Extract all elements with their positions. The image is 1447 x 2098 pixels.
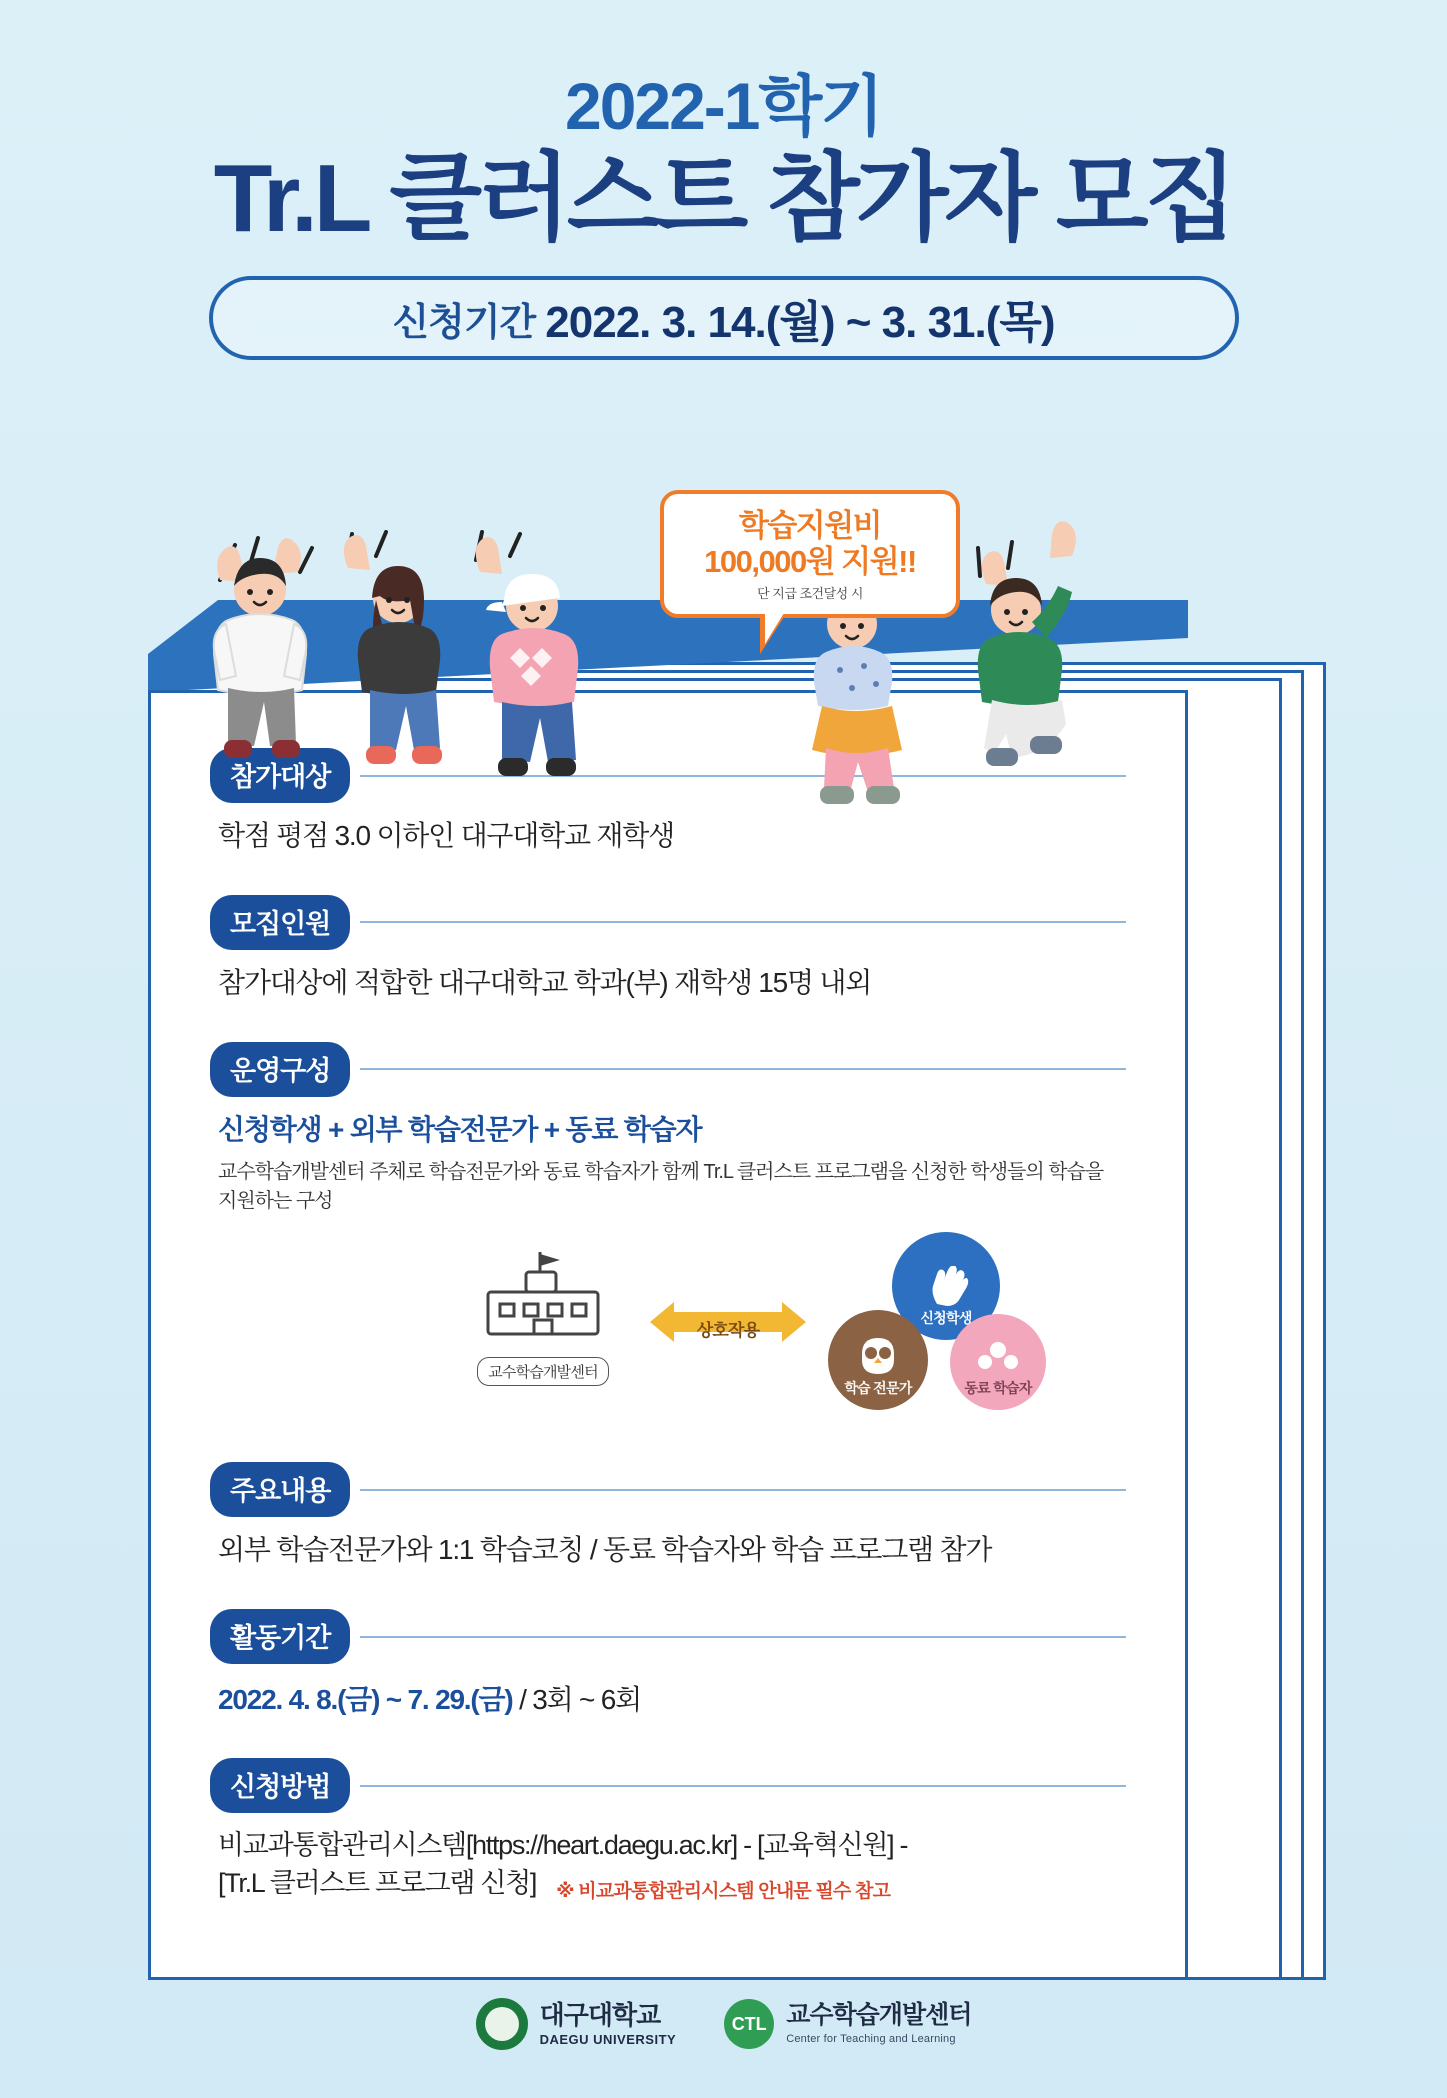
- raised-hand-icon: [923, 1266, 969, 1306]
- role-student-label: 신청학생: [920, 1310, 972, 1327]
- group-icon: [977, 1338, 1019, 1376]
- building-icon: [478, 1250, 608, 1346]
- section-divider: [360, 921, 1126, 923]
- section-target-badge: 참가대상: [210, 748, 350, 803]
- section-duration-text: [218, 1678, 1126, 1718]
- application-period-value: 2022. 3. 14.(월) ~ 3. 31.(목): [545, 298, 1055, 348]
- section-structure-badge: 운영구성: [210, 1042, 350, 1097]
- ctl-name-ko: 교수학습개발센터: [786, 2001, 972, 2029]
- info-content: [148, 690, 1188, 1980]
- ctl-logo-text: [786, 2003, 971, 2045]
- section-apply-row2: [218, 1865, 1126, 1903]
- role-circles: [818, 1232, 1068, 1422]
- section-target-text: 학점 평점 3.0 이하인 대구대학교 재학생: [218, 820, 674, 851]
- student-5-icon: [978, 521, 1076, 766]
- section-duration: [210, 1609, 1126, 1718]
- section-apply-body: [210, 1827, 1126, 1903]
- daegu-university-logo: [476, 1998, 677, 2050]
- section-quota-badge: 모집인원: [210, 895, 350, 950]
- role-peer-label: 동료 학습자: [964, 1380, 1032, 1397]
- section-content: [210, 1462, 1126, 1569]
- section-content-badge: 주요내용: [210, 1462, 350, 1517]
- interaction-arrow: [648, 1294, 808, 1355]
- section-structure-header: [210, 1042, 1126, 1097]
- section-content-text: 외부 학습전문가와 1:1 학습코칭 / 동료 학습자와 학습 프로그램 참가: [218, 1534, 992, 1566]
- student-3-icon: [476, 532, 578, 776]
- center-building-caption: 교수학습개발센터: [477, 1357, 609, 1386]
- university-seal-icon: [476, 1998, 528, 2050]
- section-apply: [210, 1758, 1126, 1903]
- section-duration-bold: 2022. 4. 8.(금) ~ 7. 29.(금): [218, 1684, 513, 1716]
- structure-diagram: [218, 1232, 1126, 1432]
- section-duration-header: [210, 1609, 1126, 1664]
- section-apply-line1: 비교과통합관리시스템[https://heart.daegu.ac.kr] - [교육혁신원] -: [218, 1830, 908, 1861]
- footer-logos: [0, 1998, 1447, 2050]
- university-logo-text: [539, 1999, 677, 2047]
- student-1-icon: [214, 538, 312, 758]
- section-divider: [360, 1489, 1126, 1491]
- university-name-ko: 대구대학교: [539, 1999, 661, 2030]
- section-structure-sub: 교수학습개발센터 주체로 학습전문가와 동료 학습자가 함께 Tr.L 클러스트 프로그램을 신청한 학생들의 학습을 지원하는 구성: [218, 1161, 1104, 1213]
- support-callout-line1: 학습지원비: [738, 508, 882, 543]
- section-structure-text: 신청학생 + 외부 학습전문가 + 동료 학습자: [218, 1113, 702, 1145]
- section-divider: [360, 1636, 1126, 1638]
- section-quota-body: [210, 964, 1126, 1002]
- support-callout-line2: 100,000원 지원!!: [704, 543, 916, 579]
- ctl-badge-icon: CTL: [724, 1999, 774, 2049]
- section-duration-body: [210, 1678, 1126, 1718]
- section-apply-badge: 신청방법: [210, 1758, 350, 1813]
- support-callout-note: 단 지급 조건달성 시: [757, 586, 863, 602]
- section-apply-note: ※ 비교과통합관리시스템 안내문 필수 참고: [556, 1880, 891, 1902]
- section-structure: [210, 1042, 1126, 1433]
- ctl-logo: [724, 1999, 971, 2049]
- section-content-body: [210, 1531, 1126, 1569]
- section-divider: [360, 1785, 1126, 1787]
- section-quota-header: [210, 895, 1126, 950]
- owl-icon: [856, 1336, 900, 1376]
- application-period-pill: [209, 276, 1239, 360]
- ctl-name-en: Center for Teaching and Learning: [786, 2033, 956, 2045]
- application-period-label: 신청기간: [392, 301, 536, 344]
- university-name-en: DAEGU UNIVERSITY: [539, 2031, 677, 2047]
- student-2-icon: [344, 532, 442, 764]
- page-title: Tr.L 클러스트 참가자 모집: [213, 145, 1234, 253]
- section-content-header: [210, 1462, 1126, 1517]
- section-quota: [210, 895, 1126, 1002]
- support-callout-bubble: [660, 490, 960, 618]
- role-expert: [828, 1310, 928, 1410]
- section-structure-body: [210, 1111, 1126, 1433]
- section-apply-header: [210, 1758, 1126, 1813]
- role-peer: [950, 1314, 1046, 1410]
- interaction-arrow-label: 상호작용: [696, 1321, 760, 1341]
- center-building: [468, 1250, 618, 1386]
- section-duration-rest: / 3회 ~ 6회: [512, 1684, 641, 1716]
- role-expert-label: 학습 전문가: [844, 1380, 912, 1397]
- poster-header: [0, 69, 1447, 360]
- section-duration-badge: 활동기간: [210, 1609, 350, 1664]
- section-divider: [360, 1068, 1126, 1070]
- section-apply-line2: [Tr.L 클러스트 프로그램 신청]: [218, 1867, 537, 1898]
- page-subtitle: 2022-1학기: [564, 69, 883, 143]
- university-seal-inner: [485, 2007, 519, 2041]
- section-quota-text: 참가대상에 적합한 대구대학교 학과(부) 재학생 15명 내외: [218, 966, 872, 998]
